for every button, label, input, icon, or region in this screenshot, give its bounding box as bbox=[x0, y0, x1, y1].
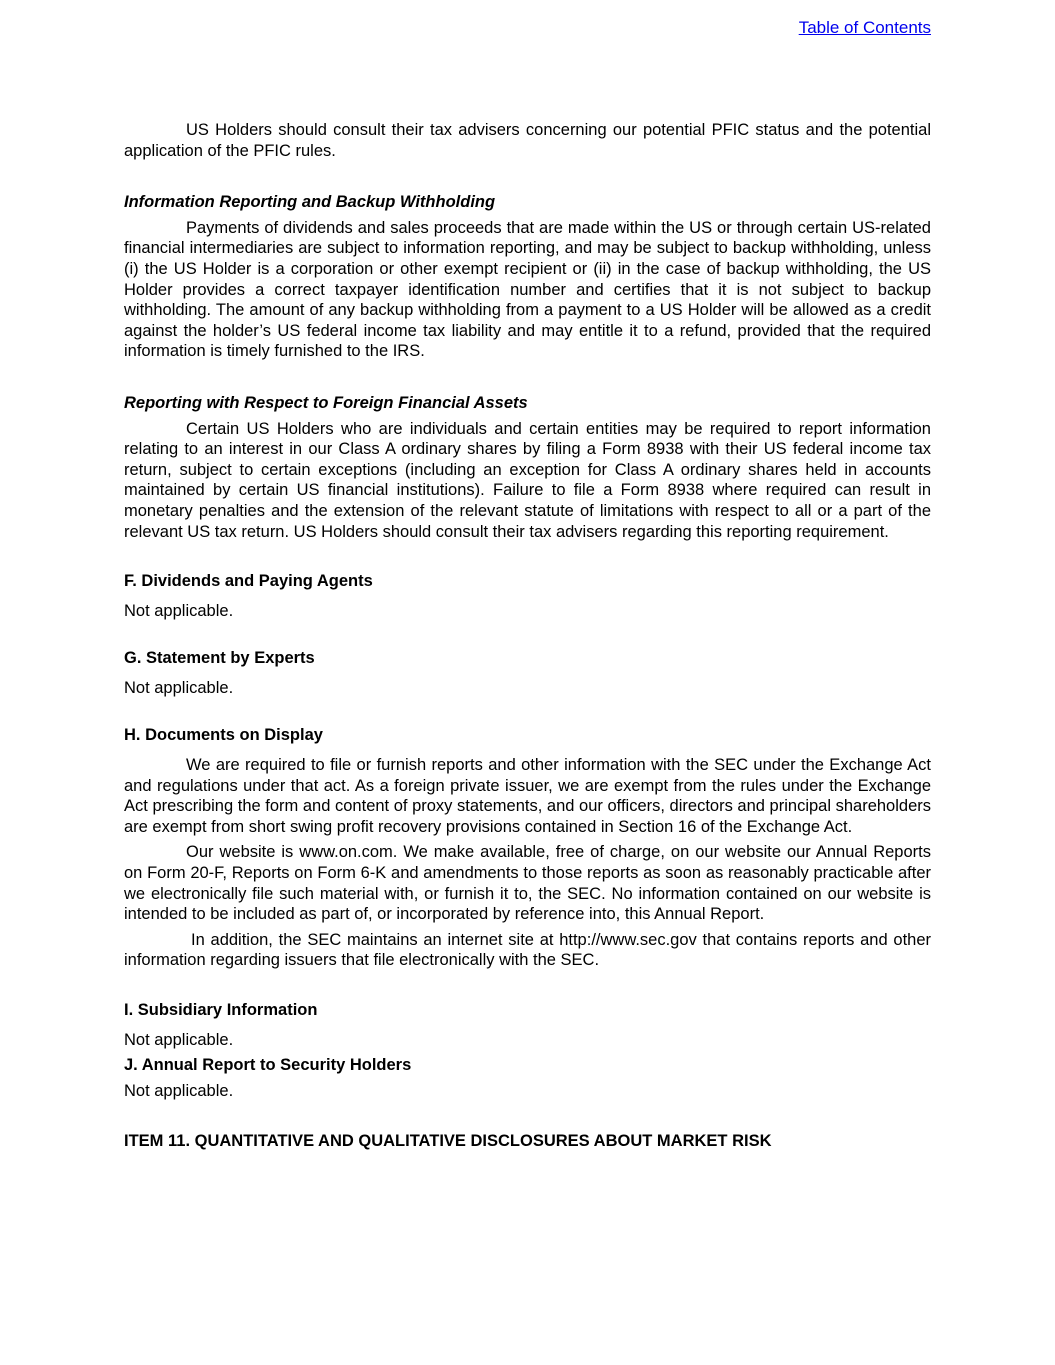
section-f-heading: F. Dividends and Paying Agents bbox=[124, 572, 373, 591]
item-11-heading: ITEM 11. QUANTITATIVE AND QUALITATIVE DISCLOSURES ABOUT MARKET RISK bbox=[124, 1132, 772, 1151]
section-h-paragraph-3: In addition, the SEC maintains an internet site at http://www.sec.gov that contains reports and other information regarding issuers that file electronically with the SEC. bbox=[124, 930, 931, 970]
foreign-assets-paragraph: Certain US Holders who are individuals and certain entities may be required to report information relating to an interest in our Class A ordinary shares by filing a Form 8938 with their US federal income tax return, subject to certain exceptions (including an exception for Class A ordinary shares held in accounts maintained by certain US financial institutions). Failure to file a Form 8938 where required can result in monetary penalties and the extension of the relevant statute of limitations with respect to all or a part of the relevant US tax return. US Holders should consult their tax advisers regarding this reporting requirement. bbox=[124, 419, 931, 541]
foreign-assets-heading: Reporting with Respect to Foreign Financial Assets bbox=[124, 393, 528, 412]
section-h-heading: H. Documents on Display bbox=[124, 726, 323, 745]
document-body bbox=[124, 120, 931, 1152]
section-i-text: Not applicable. bbox=[124, 1030, 234, 1049]
info-reporting-paragraph: Payments of dividends and sales proceeds that are made within the US or through certain US-related financial intermediaries are subject to information reporting, and may be subject to backup withholding, unless (i) the US Holder is a corporation or other exempt recipient or (ii) in the case of backup withholding, the US Holder provides a correct taxpayer identification number and certifies that it is not subject to backup withholding. The amount of any backup withholding from a payment to a US Holder will be allowed as a credit against the holder’s US federal income tax liability and may entitle it to a refund, provided that the required information is timely furnished to the IRS. bbox=[124, 218, 931, 361]
section-j-text: Not applicable. bbox=[124, 1081, 234, 1100]
section-g-heading: G. Statement by Experts bbox=[124, 649, 315, 668]
section-h-paragraph-2: Our website is www.on.com. We make available, free of charge, on our website our Annual Reports on Form 20-F, Reports on Form 6-K and amendments to those reports as soon as reasonably practicable after we electronically file such material with, or furnish it to, the SEC. No information contained on our website is intended to be included as part of, or incorporated by reference into, this Annual Report. bbox=[124, 843, 931, 924]
table-of-contents-link[interactable]: Table of Contents bbox=[798, 18, 931, 37]
info-reporting-heading: Information Reporting and Backup Withholding bbox=[124, 193, 496, 212]
section-i-heading: I. Subsidiary Information bbox=[124, 1001, 318, 1019]
section-f-text: Not applicable. bbox=[124, 601, 234, 620]
pfic-paragraph: US Holders should consult their tax advisers concerning our potential PFIC status and the potential application of the PFIC rules. bbox=[124, 121, 931, 160]
section-j-heading: J. Annual Report to Security Holders bbox=[124, 1056, 412, 1075]
section-g-text: Not applicable. bbox=[124, 678, 234, 697]
section-h-paragraph-1: We are required to file or furnish reports and other information with the SEC under the Exchange Act and regulations under that act. As a foreign private issuer, we are exempt from the rules under the Exchange Act prescribing the form and content of proxy statements, and our officers, directors and principal shareholders are exempt from short swing profit recovery provisions contained in Section 16 of the Exchange Act. bbox=[124, 756, 931, 836]
